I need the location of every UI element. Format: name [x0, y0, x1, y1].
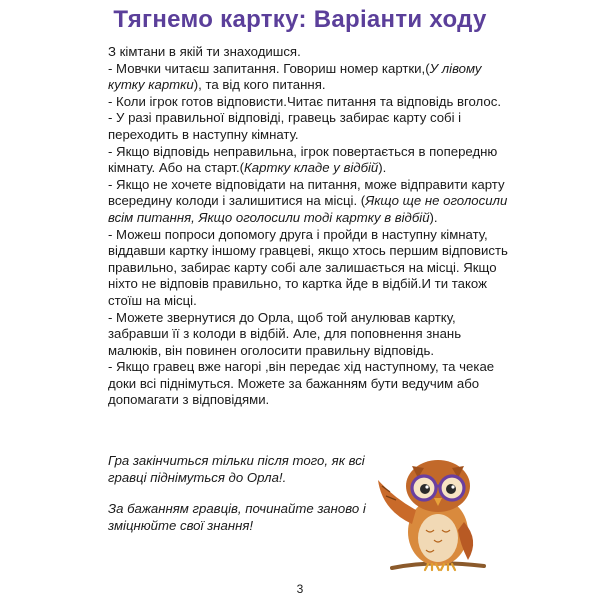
rule-text-fragment: З кімтани в якій ти знаходишся. [108, 44, 301, 59]
rule-paragraph [108, 94, 508, 111]
rule-italic-note: Якщо ще не оголосили всім питання, Якщо оголосили тоді картку в відбій [108, 193, 508, 225]
rule-italic-note: Картку кладе у відбій [244, 160, 379, 176]
rule-text-fragment: - Якщо відповідь неправильна, ігрок повертається в попередню кімнату. Або на старт.( [108, 143, 498, 176]
rule-paragraph [108, 44, 508, 61]
rule-paragraph [108, 359, 508, 409]
rule-paragraph [108, 110, 508, 143]
page-number: 3 [296, 582, 304, 596]
rule-italic-note: У лівому кутку картки [108, 60, 482, 93]
owl-illustration [372, 440, 496, 580]
rule-text-fragment: ), та від кого питання. [193, 77, 326, 93]
rule-paragraph [108, 227, 508, 310]
rule-text-fragment: - Якщо гравец вже нагорі ,він передає хід наступному, та чекае доки всі піднімуться. Можете за бажанням бути ведучим або допомагати з відповідями. [108, 359, 495, 408]
closing-line-1: Гра закінчиться тільки після того, як всі гравці піднімуться до Орла!. [108, 453, 365, 485]
rule-text-fragment: ). [378, 160, 387, 176]
rule-text-fragment: - Можеш попроси допомогу друга і пройди в наступну кімнату, віддавши картку іншому гравцеві, якщо хтось першим відповисть правильно, забирає карту собі але залишається на місці. Якщо ніхто не відповів правильно, то картка йде в відбій.И ти також стоїш на місці. [108, 226, 508, 308]
rules-text [108, 44, 508, 409]
page-title: Тягнемо картку: Варіанти ходу [113, 6, 487, 33]
closing-text [108, 452, 368, 548]
rule-paragraph [108, 61, 508, 94]
rule-text-fragment: - Коли ігрок готов відповисти.Читає питання та відповідь вголос. [108, 93, 501, 109]
rule-text-fragment: - Можете звернутися до Орла, щоб той анулював картку, забравши її з колоди в відбій. Але, для поповнення знань малюків, він повинен оголосити правильну відповідь. [108, 309, 462, 358]
rule-paragraph [108, 310, 508, 360]
rule-text-fragment: - У разі правильної відповіді, гравець забирає карту собі і переходить в наступну кімнату. [108, 110, 462, 142]
rule-text-fragment: ). [429, 209, 438, 225]
rule-paragraph [108, 177, 508, 227]
closing-line-2: За бажанням гравців, починайте заново і зміцнюйте свої знання! [108, 501, 366, 533]
rule-text-fragment: - Мовчки читаєш запитання. Говориш номер картки,( [108, 60, 430, 76]
rule-text-fragment: - Якщо не хочете відповідати на питання, може відправити карту всередину колоди і залишитися на місці. ( [108, 176, 505, 209]
rule-paragraph [108, 144, 508, 177]
